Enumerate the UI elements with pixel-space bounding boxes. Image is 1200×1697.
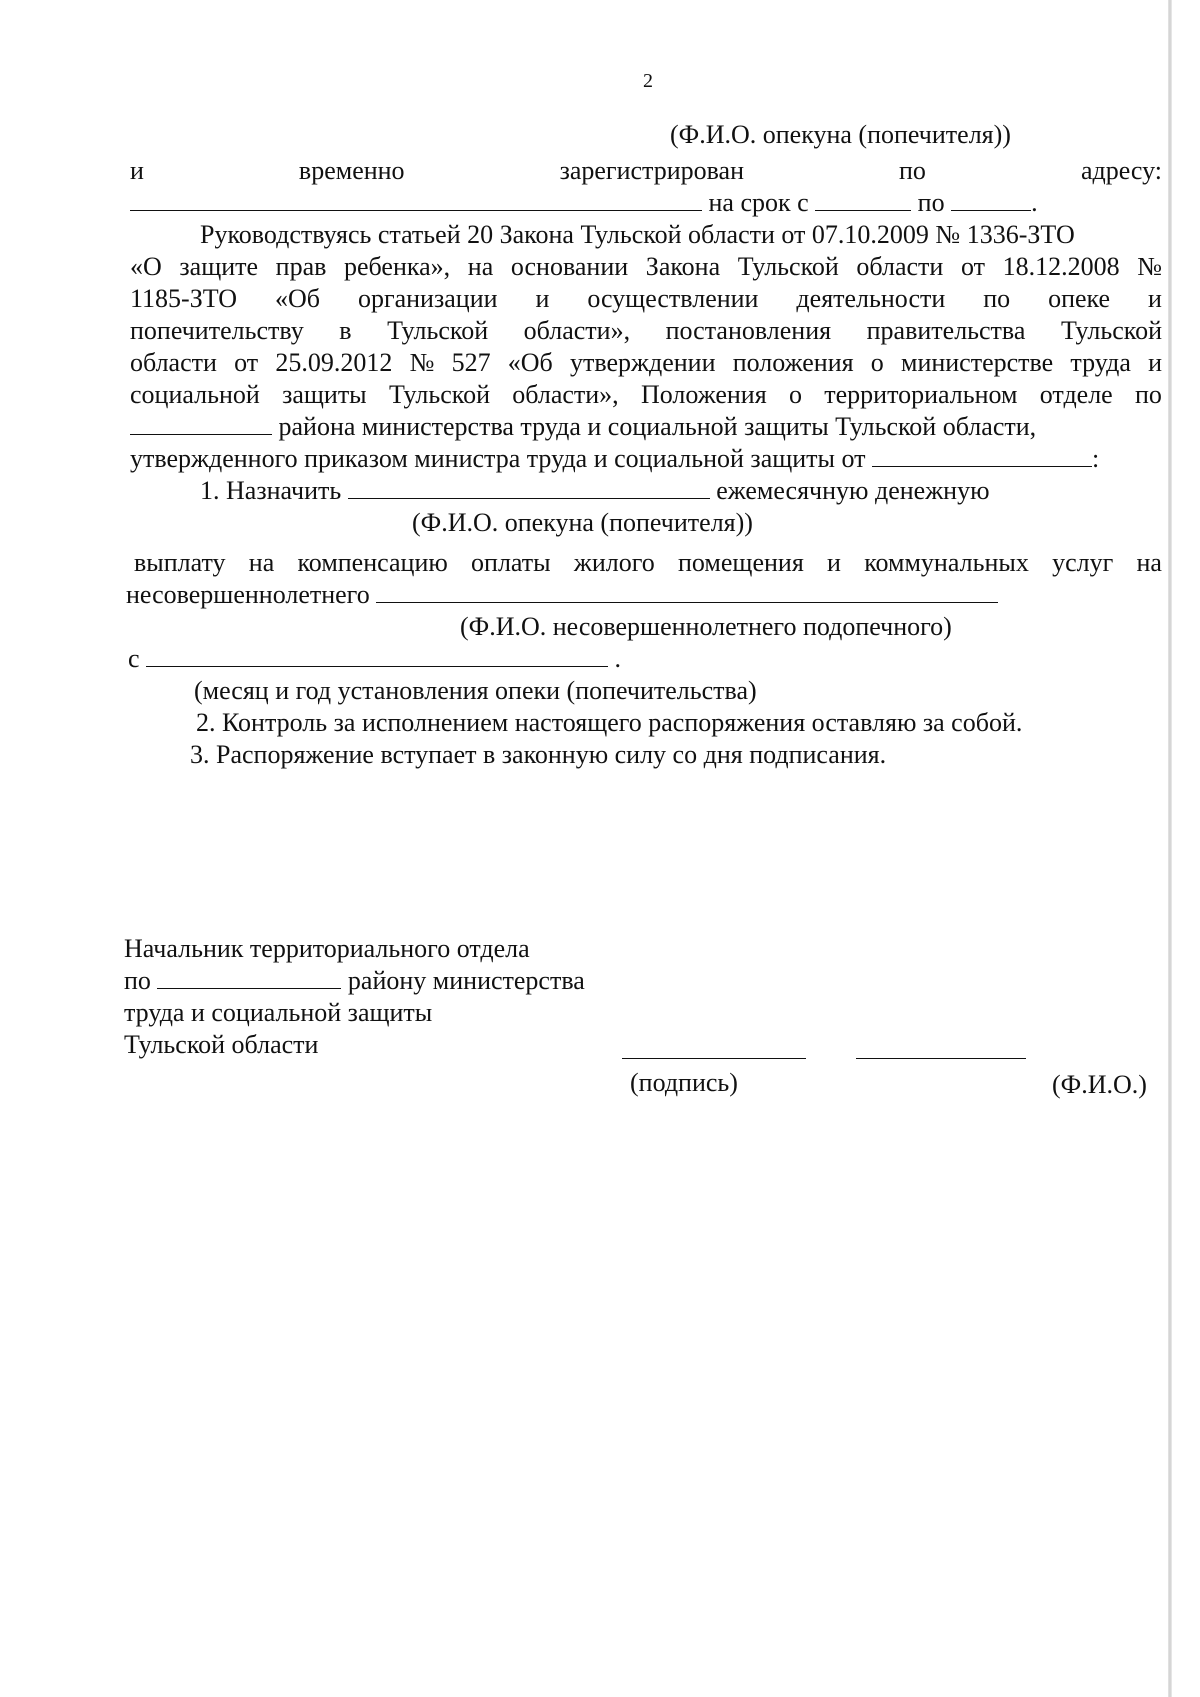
address-term-line: на срок с по . bbox=[130, 188, 1038, 218]
basis-line-5: области от 25.09.2012 № 527 «Об утверждении положения о министерстве труда и bbox=[130, 348, 1162, 377]
registered-line bbox=[130, 156, 1162, 186]
guardian-name-blank[interactable] bbox=[348, 476, 710, 499]
payment-line: выплату на компенсацию оплаты жилого помещения и коммунальных услуг на bbox=[134, 548, 1162, 577]
word: и bbox=[130, 156, 144, 185]
signature-title-line-4: Тульской области bbox=[124, 1030, 319, 1059]
scan-edge-shadow bbox=[1168, 0, 1172, 1697]
signature-caption: (подпись) bbox=[630, 1068, 738, 1097]
term-end-blank[interactable] bbox=[951, 188, 1031, 211]
signature-title-line-2: по району министерства bbox=[124, 966, 585, 995]
basis-line-8: утвержденного приказом министра труда и социальной защиты от : bbox=[130, 444, 1100, 473]
basis-line-2: «О защите прав ребенка», на основании Закона Тульской области от 18.12.2008 № bbox=[130, 252, 1162, 281]
term-start-blank[interactable] bbox=[815, 188, 911, 211]
signature-district-blank[interactable] bbox=[157, 966, 341, 989]
guardian-fio-caption: (Ф.И.О. опекуна (попечителя)) bbox=[670, 120, 1011, 149]
item-2: 2. Контроль за исполнением настоящего распоряжения оставляю за собой. bbox=[196, 708, 1023, 737]
basis-line-3: 1185-ЗТО «Об организации и осуществлении деятельности по опеке и bbox=[130, 284, 1162, 313]
basis-line-7: района министерства труда и социальной защиты Тульской области, bbox=[130, 412, 1036, 442]
address-blank[interactable] bbox=[130, 188, 702, 211]
minor-name-blank[interactable] bbox=[376, 580, 998, 603]
guardian-fio-caption-2: (Ф.И.О. опекуна (попечителя)) bbox=[412, 508, 753, 537]
order-date-blank[interactable] bbox=[872, 444, 1092, 467]
signature-title-line-3: труда и социальной защиты bbox=[124, 998, 433, 1027]
district-blank[interactable] bbox=[130, 412, 272, 435]
since-date-blank[interactable] bbox=[146, 644, 608, 667]
fio-caption: (Ф.И.О.) bbox=[1052, 1070, 1147, 1099]
signature-line[interactable] bbox=[622, 1058, 806, 1059]
word: временно bbox=[298, 156, 405, 185]
page-number: 2 bbox=[643, 70, 653, 92]
minor-fio-caption: (Ф.И.О. несовершеннолетнего подопечного) bbox=[460, 612, 952, 641]
word: по bbox=[899, 156, 926, 185]
word: адресу: bbox=[1080, 156, 1162, 185]
fio-line[interactable] bbox=[856, 1058, 1026, 1059]
basis-line-4: попечительству в Тульской области», постановления правительства Тульской bbox=[130, 316, 1162, 345]
basis-line-6: социальной защиты Тульской области», Положения о территориальном отделе по bbox=[130, 380, 1162, 409]
signature-title-line-1: Начальник территориального отдела bbox=[124, 934, 530, 963]
item-3: 3. Распоряжение вступает в законную силу со дня подписания. bbox=[190, 740, 887, 769]
basis-line-1: Руководствуясь статьей 20 Закона Тульской области от 07.10.2009 № 1336-ЗТО bbox=[200, 220, 1075, 249]
item-1-line: 1. Назначить ежемесячную денежную bbox=[200, 476, 990, 505]
minor-line: несовершеннолетнего bbox=[126, 580, 998, 610]
word: зарегистрирован bbox=[559, 156, 745, 185]
since-line: с . bbox=[128, 644, 622, 673]
since-caption: (месяц и год установления опеки (попечительства) bbox=[194, 676, 757, 705]
